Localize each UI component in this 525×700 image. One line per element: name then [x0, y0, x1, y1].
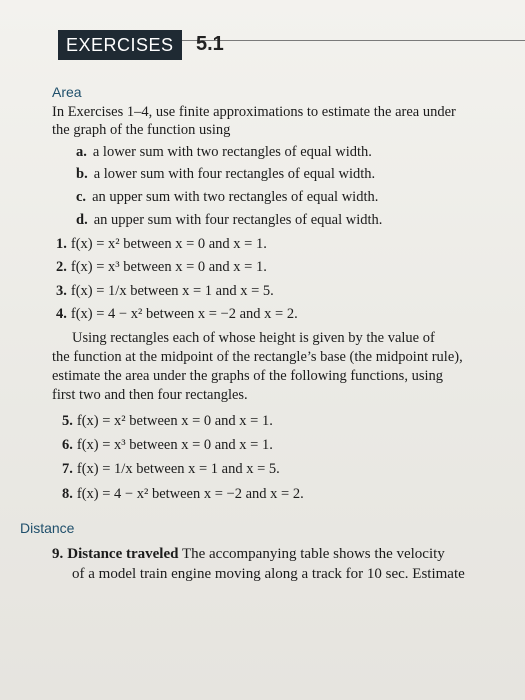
midpoint-line-3: estimate the area under the graphs of the following functions, using [52, 368, 443, 384]
section-number: 5.1 [196, 33, 224, 55]
exercise-9-text: The accompanying table shows the velocity [181, 546, 445, 562]
exercise-text: f(x) = x² between x = 0 and x = 1. [76, 413, 273, 429]
method-b [76, 166, 375, 183]
exercise-number: 8. [62, 486, 73, 502]
section-heading-distance: Distance [20, 520, 75, 536]
method-text: a lower sum with two rectangles of equal width. [92, 144, 372, 160]
exercises-label: EXERCISES [66, 34, 174, 55]
exercise-4 [56, 306, 298, 323]
midpoint-line-1: Using rectangles each of whose height is given by the value of [72, 330, 435, 346]
exercise-2 [56, 259, 267, 276]
exercise-number: 3. [56, 283, 67, 299]
method-c [76, 189, 378, 206]
method-letter: b. [76, 166, 88, 182]
exercise-text: f(x) = 4 − x² between x = −2 and x = 2. [70, 306, 298, 322]
exercise-5 [62, 413, 273, 430]
exercise-number: 4. [56, 306, 67, 322]
intro-line-1: In Exercises 1–4, use finite approximations to estimate the area under [52, 104, 456, 120]
exercises-header [58, 30, 182, 60]
method-letter: d. [76, 212, 88, 228]
section-heading-area: Area [52, 84, 82, 100]
exercise-6 [62, 437, 273, 454]
midpoint-line-4: first two and then four rectangles. [52, 387, 248, 403]
exercise-3 [56, 283, 274, 300]
exercise-text: f(x) = x³ between x = 0 and x = 1. [70, 259, 267, 275]
intro-line-2: the graph of the function using [52, 122, 231, 138]
exercise-number: 2. [56, 259, 67, 275]
exercise-9-line-1 [52, 546, 445, 563]
exercise-7 [62, 461, 280, 478]
exercise-text: f(x) = x² between x = 0 and x = 1. [70, 236, 267, 252]
exercise-9-title: Distance traveled [67, 546, 179, 562]
exercise-text: f(x) = 1/x between x = 1 and x = 5. [76, 461, 280, 477]
method-letter: c. [76, 189, 87, 205]
exercise-number: 1. [56, 236, 67, 252]
exercise-8 [62, 486, 304, 503]
exercise-number: 6. [62, 437, 73, 453]
method-text: a lower sum with four rectangles of equal width. [93, 166, 376, 182]
exercise-number: 9. [52, 546, 64, 562]
exercise-number: 7. [62, 461, 73, 477]
exercise-text: f(x) = 4 − x² between x = −2 and x = 2. [76, 486, 304, 502]
exercise-number: 5. [62, 413, 73, 429]
midpoint-line-2: the function at the midpoint of the rectangle’s base (the midpoint rule), [52, 349, 463, 365]
exercise-9-line-2: of a model train engine moving along a track for 10 sec. Estimate [72, 566, 465, 582]
exercise-1 [56, 236, 267, 253]
method-text: an upper sum with four rectangles of equal width. [93, 212, 383, 228]
method-letter: a. [76, 144, 87, 160]
exercise-text: f(x) = x³ between x = 0 and x = 1. [76, 437, 273, 453]
method-d [76, 212, 382, 229]
method-a [76, 144, 372, 161]
method-text: an upper sum with two rectangles of equal width. [92, 189, 379, 205]
exercise-text: f(x) = 1/x between x = 1 and x = 5. [70, 283, 274, 299]
